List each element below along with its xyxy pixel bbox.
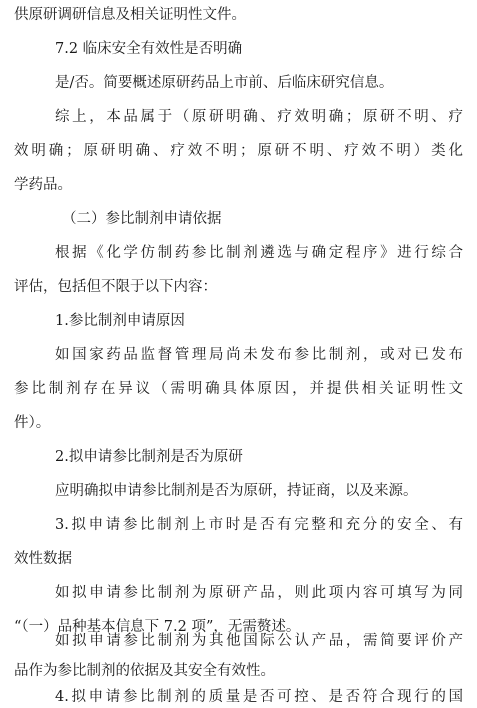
text-line: 学药品。 <box>14 177 72 193</box>
section-heading: （二）参比制剂申请依据 <box>62 211 222 227</box>
text-line: “（一）品种基本信息下 7.2 项”，无需赘述。 <box>14 619 301 635</box>
text-line: 根据《化学仿制药参比制剂遴选与确定程序》进行综合 <box>55 245 463 261</box>
text-line: 如拟申请参比制剂为其他国际公认产品，需简要评价产 <box>55 633 463 649</box>
subheading-4: 4.拟申请参比制剂的质量是否可控、是否符合现行的国 <box>55 689 463 705</box>
subheading-2: 2.拟申请参比制剂是否为原研 <box>55 449 243 465</box>
subheading-3-cont: 效性数据 <box>14 551 72 567</box>
text-line: 件）。 <box>14 415 51 431</box>
text-line: 是/否。简要概述原研药品上市前、后临床研究信息。 <box>55 75 394 91</box>
subheading-3: 3.拟申请参比制剂上市时是否有完整和充分的安全、有 <box>55 517 463 533</box>
text-line: 综上，本品属于（原研明确、疗效明确；原研不明、疗 <box>55 109 463 125</box>
text-line: 供原研调研信息及相关证明性文件。 <box>14 7 246 23</box>
text-line: 评估，包括但不限于以下内容： <box>14 279 217 295</box>
text-line: 如拟申请参比制剂为原研产品，则此项内容可填写为同 <box>55 585 463 601</box>
text-line: 品作为参比制剂的依据及其安全有效性。 <box>14 663 275 679</box>
subheading-1: 1.参比制剂申请原因 <box>55 313 185 329</box>
text-line: 如国家药品监督管理局尚未发布参比制剂，或对已发布 <box>55 347 463 363</box>
text-line: 效明确；原研明确、疗效不明；原研不明、疗效不明）类化 <box>14 143 463 159</box>
text-line: 参比制剂存在异议（需明确具体原因，并提供相关证明性文 <box>14 381 463 397</box>
subheading-7-2: 7.2 临床安全有效性是否明确 <box>55 41 243 57</box>
text-line: 应明确拟申请参比制剂是否为原研，持证商，以及来源。 <box>55 483 418 499</box>
